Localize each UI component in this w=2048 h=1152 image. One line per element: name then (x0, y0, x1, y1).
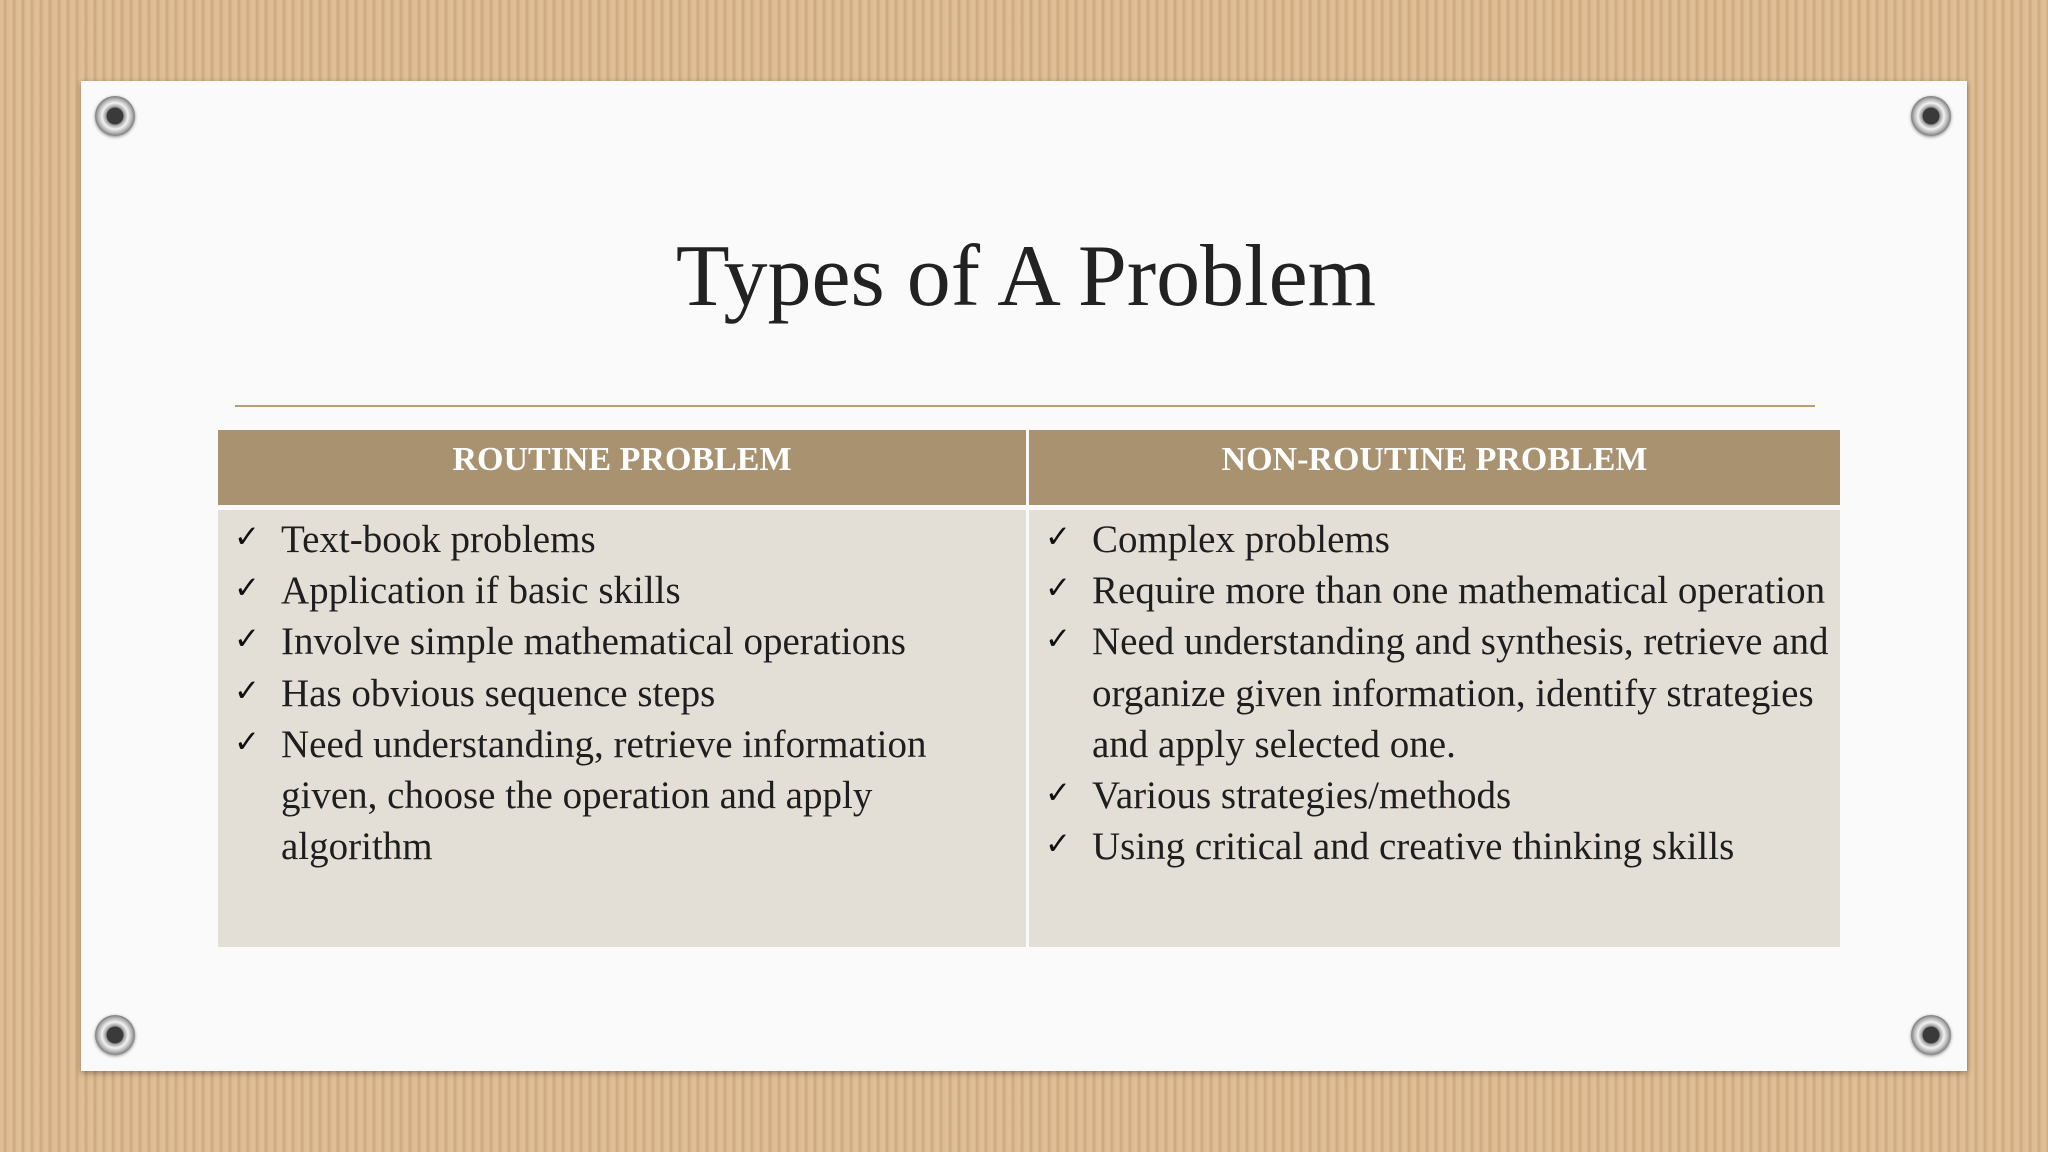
list-item-text: Need understanding, retrieve information given, choose the operation and apply algorithm (281, 722, 927, 869)
grommet-icon (95, 1015, 135, 1055)
header-routine-problem: ROUTINE PROBLEM (218, 430, 1026, 505)
checkmark-icon: ✓ (1045, 621, 1071, 658)
non-routine-problem-cell (1029, 510, 1840, 947)
grommet-icon (1911, 96, 1951, 136)
checkmark-icon: ✓ (234, 723, 260, 760)
header-non-routine-problem: NON-ROUTINE PROBLEM (1029, 430, 1840, 505)
checkmark-icon: ✓ (234, 672, 260, 709)
list-item (1045, 821, 1830, 872)
list-item (234, 616, 1016, 667)
checkmark-icon: ✓ (1045, 775, 1071, 812)
list-item-text: Complex problems (1092, 518, 1390, 561)
checkmark-icon: ✓ (1045, 570, 1071, 607)
non-routine-problem-list (1045, 514, 1830, 872)
table-header-row (218, 430, 1840, 505)
routine-problem-cell (218, 510, 1026, 947)
list-item-text: Require more than one mathematical operation (1092, 569, 1826, 613)
checkmark-icon: ✓ (234, 519, 260, 555)
checkmark-icon: ✓ (1045, 519, 1071, 555)
slide-title: Types of A Problem (675, 228, 1377, 325)
list-item (1045, 616, 1830, 770)
problem-types-table (218, 430, 1840, 947)
list-item (234, 565, 1016, 616)
list-item (234, 668, 1016, 719)
grommet-icon (95, 96, 135, 136)
list-item (234, 719, 1016, 873)
list-item-text: Has obvious sequence steps (281, 671, 716, 715)
list-item-text: Application if basic skills (281, 569, 681, 613)
checkmark-icon: ✓ (234, 621, 260, 658)
list-item (234, 514, 1016, 565)
list-item-text: Need understanding and synthesis, retrieve and organize given information, identify strategies and apply selected one. (1092, 620, 1829, 766)
list-item (1045, 565, 1830, 616)
title-divider (235, 405, 1815, 407)
routine-problem-list (234, 514, 1016, 872)
grommet-icon (1911, 1015, 1951, 1055)
list-item-text: Text-book problems (281, 518, 596, 561)
list-item-text: Various strategies/methods (1092, 774, 1512, 818)
list-item-text: Using critical and creative thinking skills (1092, 825, 1735, 869)
checkmark-icon: ✓ (1045, 826, 1071, 863)
list-item (1045, 770, 1830, 821)
list-item-text: Involve simple mathematical operations (281, 620, 906, 664)
list-item (1045, 514, 1830, 565)
checkmark-icon: ✓ (234, 570, 260, 607)
